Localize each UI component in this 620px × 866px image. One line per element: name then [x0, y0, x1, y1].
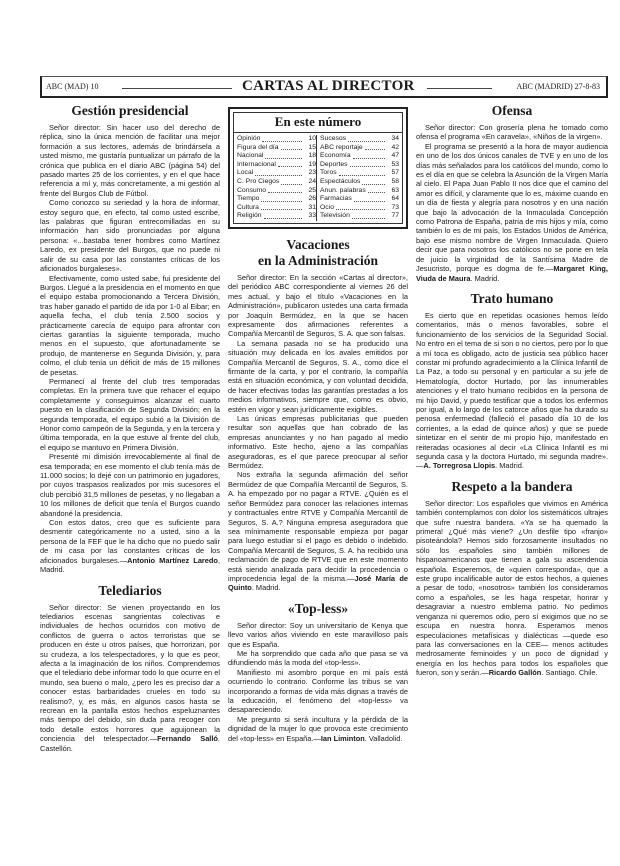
header-date: ABC (MADRID) 27-8-83 [516, 82, 600, 91]
leader-dots [353, 152, 385, 159]
contents-entry [237, 195, 316, 204]
contents-entry [237, 135, 316, 144]
contents-entry [320, 212, 399, 221]
contents-label: Consumo [237, 186, 267, 194]
article-body: Señor director: Los españoles que vivimos en América también contemplamos con dolor los sistemáticos ultrajes que sufre nuestra bandera. «Ya se ha quemado la primera! ¿Qué más viene? ¿Un desfile tipo «franjo» pisoteándola? Hemos sido forzosamente insultados no sólo los españoles sino también millones de hispanoamericanos que tienen a gala su ascendencia española. Esperemos, de «quien corresponda», que a este grupo incalificable autor de estos hechos, a quienes a pesar de todo, «nosotros» también los consideramos como a españoles, se les haga respetar, honrar y desagraviar a nuestro emblema patrio. No pedimos venganza ni queremos odio, pero sí exigimos que no se escupa en nuestra honra. Esperamos menos especulaciones metafísicas y dialécticas —quede eso para las conversaciones en la CEE— menos actitudes medrosamente feminoides y un poco de dignidad y energía en los hechos para todos los españoles que fueron, son y serán.—Ricardo Gallón. Santiago. Chile. [416, 498, 608, 678]
paragraph: Señor director: Se vienen proyectando en los telediarios escenas sangrientas colectivas e individuales de hechos ocurridos con motivo de conflictos de guerra o actos terroristas que se producen en éste u otros países, que horrorizan, por su crudeza, a los telespectadores, y lo que es peor, afecta a la imaginación de los niños. Comprendemos que el telediario debe informar todo lo que ocurre en el mundo, sea bueno o malo, ¿pero les es preciso dar a conocer estas barbaridades crueles en todo su realismo?, y, es más, en algunos casos hasta se recrean en la pantalla estos hechos espeluznantes más tiempo del debido, sin duda para recoger con todo detalle estos horrores que aguijonean la conciencia del telespectador. [40, 602, 220, 744]
article-title: Trato humano [470, 290, 554, 306]
article-title-line: en la Administración [257, 252, 378, 268]
contents-page: 24 [308, 177, 316, 185]
contents-entry [320, 135, 399, 144]
paragraph: Nos extraña la segunda afirmación del señor Bermúdez de que Compañía Mercantil de Seguros, S. A. ha empezado por no pagar a RTVE. ¿Quién es el señor Bermúdez para conocer las relaciones internas y contractuales entre RTVE y Compañía Mercantil de Seguros, S. A.? Ninguna empresa aseguradora que sea mínimamente responsable empieza por pagar para luego estudiar si el pago es debido o indebido. Compañía Mercantil de Seguros, S. A. ha recibido una reclamación de pago de RTVE que en este momento está siendo analizada para decidir la procedencia o improcedencia legal de la misma. [228, 470, 408, 583]
contents-entry [237, 204, 316, 213]
leader-dots [352, 212, 385, 219]
signature-place: Castellón. [40, 743, 73, 753]
contents-page: 23 [308, 169, 316, 177]
contents-entry [320, 187, 399, 196]
contents-box [228, 107, 408, 229]
contents-page: 26 [308, 195, 316, 203]
contents-page: 33 [308, 212, 316, 220]
article-title: Telediarios [98, 582, 162, 598]
header-rule-left [122, 88, 232, 89]
contents-label: Religión [237, 212, 262, 220]
signature-place: Valladolid. [368, 733, 403, 743]
contents-entry [320, 195, 399, 204]
header-rule-right [427, 88, 492, 89]
contents-label: Figura del día [237, 143, 279, 151]
paragraph: Como conozco su seriedad y la hora de informar, estoy seguro que, en efecto, tal como usted escribe, las palabras que figuran entrecomilladas en su información han sido pronunciadas por alguna persona: «...bastaba tener hombres como Martínez Laredo, ex presidente del Burgos, que no puede ni salir de su casa por las constantes críticas de los aficionados burgaleses». [40, 198, 220, 274]
leader-dots [268, 187, 302, 194]
leader-dots [362, 178, 385, 185]
article-title [228, 237, 408, 269]
leader-dots [265, 152, 302, 159]
paragraph: Señor director: Los españoles que vivimos en América también contemplamos con dolor los sistemáticos ultrajes que sufre nuestra bandera. «Ya se ha quemado la primera! ¿Qué más viene? ¿Un desfile tipo «franjo» pisoteándola? Hemos sido forzosamente insultados no sólo los españoles sino también millones de hispanoamericanos que tienen a gala su ascendencia española. Esperemos, de «quien corresponda», que a este grupo incalificable autor de estos hechos, a quienes a pesar de todo, «nosotros» también los consideramos como a españoles, se les haga respetar, honrar y desagraviar a nuestro emblema patrio. No pedimos venganza ni queremos odio, pero sí exigimos que no se escupa en nuestra honra. Esperamos menos especulaciones metafísicas y dialécticas —quede eso para las conversaciones en la CEE— menos actitudes medrosamente feminoides y un poco de dignidad y energía en los hechos para todos los españoles que fueron, son y serán. [416, 498, 608, 678]
column-3 [416, 103, 608, 686]
contents-page: 47 [391, 152, 399, 160]
signature: Fernando Salló [157, 734, 218, 744]
article-body: Señor director: En la sección «Cartas al director», del periódico ABC correspondiente al viernes 26 del mes actual, y bajo el título «Vacaciones en la Administración», publicaron ustedes una carta firmada por Joaquín Bermúdez, en la que se hacen expresamente dos afirmaciones referentes a Compañía Mercantil de Seguros, S. A. que son falsas. La semana pasada no se ha producido una situación muy delicada en los avales emitidos por Compañía Mercantil de Seguros, S. A., como dice el firmante de la carta, y por el contrario, la compañía está en situación económica, y con voluntad decidida, de hacer efectivas todas las garantías prestadas a los medios informativos, siempre que, como es obvio, estén en vigor y sean jurídicamente exigibles. Las únicas empresas publicitarias que pueden resultar son aquellas que han cobrado de las empresas anunciantes y no han pagado al medio informativo. Este hecho, ajeno a las compañías aseguradoras, es el que parece preocupar al señor Bermúdez. Nos extraña la segunda afirmación del señor Bermúdez de que Compañía Mercantil de Seguros, S. A. ha empezado por no pagar a RTVE. ¿Quién es el señor Bermúdez para conocer las relaciones internas y contractuales entre RTVE y Compañía Mercantil de Seguros, S. A.? Ninguna empresa aseguradora que sea mínimamente responsable empieza por pagar para luego estudiar si el pago es debido o indebido. Compañía Mercantil de Seguros, S. A. ha recibido una reclamación de pago de RTVE que en este momento está siendo analizada para decidir la procedencia o improcedencia legal de la misma.—José María de Quinto. Madrid. [228, 272, 408, 593]
paragraph: Me pregunto si será incultura y la pérdida de la dignidad de la mujer lo que provoca este crecimiento del «top-less» en España. [228, 714, 408, 743]
article-gestion-presidencial [40, 103, 220, 575]
paragraph: Señor director: En la sección «Cartas al director», del periódico ABC correspondiente al viernes 26 del mes actual, y bajo el título «Vacaciones en la Administración», publicaron ustedes una carta firmada por Joaquín Bermúdez, en la que se hacen expresamente dos afirmaciones referentes a Compañía Mercantil de Seguros, S. A. que son falsas. [228, 272, 408, 339]
contents-page: 10 [308, 135, 316, 142]
contents-entry [320, 152, 399, 161]
article-body: Señor director: Con grosería plena he tomado como ofensa el programa «En caravela», «Niños de la virgen». El programa se presentó a la hora de mayor audiencia en uno de los dos únicos canales de TVE y en uno de los días más señalados para los católicos del mundo, como lo es el día en que se celebra la Asunción de la Virgen María al cielo. El Papa Juan Pablo II nos dice que el camino del amor es difícil, y claramente que lo es, máxime cuando en un día de fiesta y alegría para nosotros y en una nación que bajo la advocación de la Inmaculada Concepción como Patrona de España, patria de mis hijos y mía, como también lo es de mi país, los Estados Unidos de América, bajo ese mismo nombre de Virgen Inmaculada. Quiero decir que para nosotros los católicos no se pone en tela de juicio la virginidad de la Santísima Madre de Jesucristo, porque es dogma de fe.—Margaret King, Viuda de Maura. Madrid. [416, 123, 608, 283]
contents-page: 31 [308, 203, 316, 211]
signature: A. Torregrosa Llopis [423, 461, 496, 471]
article-vacaciones [228, 237, 408, 593]
paragraph: Señor director: Sin hacer uso del derecho de réplica, sino la única mención de facilitar una mejor formación a sus lectores, además de brindársela a usted mismo, me gustaría puntualizar un párrafo de la crónica que publica en el diario ABC (página 54) del pasado martes 25 de los corrientes, y en el que hace referencia a mí y, más concretamente, a mi gestión al frente del Burgos Club de Fútbol. [40, 123, 220, 198]
contents-label: Toros [320, 169, 337, 177]
leader-dots [350, 161, 385, 168]
signature: Margaret King, Viuda de Maura [416, 264, 608, 283]
article-title: «Top-less» [287, 600, 349, 616]
contents-label: ABC reportaje [320, 143, 363, 151]
paragraph: El programa se presentó a la hora de mayor audiencia en uno de los dos únicos canales de TVE y en uno de los días más señalados para los católicos del mundo, como lo es el día en que se celebra la Asunción de la Virgen María al cielo. El Papa Juan Pablo II nos dice que el camino del amor es difícil, y claramente que lo es, máxime cuando en un día de fiesta y alegría para nosotros y en una nación que bajo la advocación de la Inmaculada Concepción como Patrona de España, patria de mis hijos y mía, como también lo es de mi país, los Estados Unidos de América, bajo ese mismo nombre de Virgen Inmaculada. Quiero decir que para nosotros los católicos no se pone en tela de juicio la virginidad de la Santísima Madre de Jesucristo, porque es dogma de fe. [416, 141, 608, 274]
article-title: Gestión presidencial [71, 103, 189, 118]
contents-page: 63 [391, 186, 399, 194]
contents-column-right [316, 135, 399, 221]
paragraph: Me ha sorprendido que cada año que pasa se va difundiendo más la moda del «top-less». [228, 648, 408, 668]
column-2 [228, 107, 408, 751]
paragraph: Manifiesto mi asombro porque en mi país está ocurriendo lo contrario. Conforme las tribus se van incorporando a formas de vida más dignas a través de la educación, el fenómeno del «top-less» va desapareciendo. [228, 667, 408, 715]
leader-dots [281, 144, 302, 151]
leader-dots [365, 144, 385, 151]
article-telediarios [40, 583, 220, 754]
leader-dots [255, 169, 302, 176]
contents-page: 58 [391, 177, 399, 185]
paragraph: Las únicas empresas publicitarias que pueden resultar son aquellas que han cobrado de las empresas anunciantes y no han pagado al medio informativo. Este hecho, ajeno a las compañías aseguradoras, es el que parece preocupar al señor Bermúdez. [228, 414, 408, 471]
signature: Ricardo Gallón [488, 668, 542, 678]
contents-label: Opinión [237, 135, 261, 142]
article-body: Es cierto que en repetidas ocasiones hemos leído comentarios, más o menos favorables, sobre el funcionamiento de los servicios de la Seguridad Social. No entro en el tema de si son o no ciertos, pero por lo que a mí toca es obligado, acto de justicia sea público hacer constar mi profundo agradecimiento a la Clínica Infantil de La Paz, a todo su personal y en particular a su jefe de Hematología, doctor Hurtado, por las innumerables atenciones y el trato humano recibidos en la persona de mi hijo David, y puedo testificar que a todos los enfermos por igual, a lo largo de los catorce años que ha durado su penosa enfermedad (falleció el pasado día 10 de los corrientes, a la edad de quince años) y que se puede sintetizar en el sentir de mi propio hijo, manifestado en reiteradas ocasiones al decir «La Clínica Infantil es mi segunda casa y la doctora Hurtado, mi segunda madre».—A. Torregrosa Llopis. Madrid. [416, 310, 608, 471]
contents-label: Cultura [237, 203, 259, 211]
contents-entry [237, 144, 316, 153]
article-ofensa [416, 103, 608, 283]
contents-label: Nacional [237, 152, 264, 160]
contents-entry [237, 178, 316, 187]
signature-place: Madrid. [474, 273, 500, 283]
contents-page: 15 [308, 143, 316, 151]
contents-page: 42 [391, 143, 399, 151]
paragraph: Es cierto que en repetidas ocasiones hemos leído comentarios, más o menos favorables, sobre el funcionamiento de los servicios de la Seguridad Social. No entro en el tema de si son o no ciertos, pero por lo que a mí toca es obligado, acto de justicia sea público hacer constar mi profundo agradecimiento a la Clínica Infantil de La Paz, a todo su personal y en particular a su jefe de Hematología, doctor Hurtado, por las innumerables atenciones y el trato humano recibidos en la persona de mi hijo David, y puedo testificar que a todos los enfermos por igual, a lo largo de los catorce años que ha durado su penosa enfermedad (falleció el pasado día 10 de los corrientes, a la edad de quince años) y que se puede sintetizar en el sentir de mi propio hijo, manifestado en reiteradas ocasiones al decir «La Clínica Infantil es mi segunda casa y la doctora Hurtado, mi segunda madre». [416, 310, 608, 461]
article-title: Ofensa [491, 103, 533, 118]
column-1 [40, 103, 220, 761]
contents-page: 73 [391, 203, 399, 211]
signature-place: Madrid. [40, 565, 65, 575]
leader-dots [262, 135, 302, 142]
leader-dots [336, 204, 385, 211]
leader-dots [368, 187, 385, 194]
leader-dots [278, 161, 302, 168]
section-title: CARTAS AL DIRECTOR [242, 78, 415, 94]
contents-entry [237, 169, 316, 178]
article-body: Señor director: Soy un universitario de Kenya que llevo varios años viviendo en este maravilloso país que es España. Me ha sorprendido que cada año que pasa se va difundiendo más la moda del «top-less». Manifiesto mi asombro porque en mi país está ocurriendo lo contrario. Conforme las tribus se van incorporando a formas de vida más dignas a través de la educación, el fenómeno del «top-less» va desapareciendo. Me pregunto si será incultura y la pérdida de la dignidad de la mujer lo que provoca este crecimiento del «top-less» en España.—Ian Liminton. Valladolid. [228, 620, 408, 743]
contents-entry [320, 204, 399, 213]
signature: José María de Quinto [228, 573, 408, 593]
contents-entry [237, 152, 316, 161]
contents-page: 57 [391, 169, 399, 177]
article-body: Señor director: Se vienen proyectando en los telediarios escenas sangrientas colectivas e individuales de hechos ocurridos con motivo de conflictos de guerra o actos terroristas que se producen en éste u otros países, que horrorizan, por su crudeza, a los telespectadores, y lo que es peor, afecta a la imaginación de los niños. Comprendemos que el telediario debe informar todo lo que ocurre en el mundo, sea bueno o malo, ¿pero les es preciso dar a conocer estas barbaridades crueles en todo su realismo?, y, es más, en algunos casos hasta se recrean en la pantalla estos hechos espeluznantes más tiempo del debido, sin duda para recoger con todo detalle estos horrores que aguijonean la conciencia del telespectador.—Fernando Salló. Castellón. [40, 602, 220, 753]
contents-page: 19 [308, 160, 316, 168]
contents-column-left [237, 135, 316, 221]
paragraph: Con estos datos, creo que es suficiente para desmentir categóricamente no a usted, sino a la persona de la FEF que le ha dicho que no puedo salir de mi casa por las constantes críticas de los aficionados burgaleses. [40, 518, 220, 565]
contents-title: En este número [234, 113, 402, 133]
contents-label: Local [237, 169, 254, 177]
header-page-ref: ABC (MAD) 10 [46, 82, 99, 91]
contents-page: 77 [391, 212, 399, 220]
contents-label: Televisión [320, 212, 350, 220]
article-title: Respeto a la bandera [451, 478, 573, 494]
paragraph: Permanecí al frente del club tres temporadas completas. En la primera tuve que rehacer el equipo completamente y conseguimos alcanzar el cuarto puesto en la clasificación de Segunda División; en la segunda temporada, el equipo subió a la División de Honor como campeón de la Segunda, y en la tercera y última temporada, en la que estuve al frente del club, el equipo se mantuvo en Primera División. [40, 376, 220, 452]
article-top-less [228, 601, 408, 743]
paragraph: Efectivamente, como usted sabe, fui presidente del Burgos. Llegué a la presidencia en el momento en que el equipo estaba promocionando a Tercera División, tras haber ganado el partido de ida por 1-0 al Eibar; en aquella fecha, el club tenía 2.500 socios y prácticamente carecía de equipo para afrontar con ciertas garantías la siguiente temporada, mucho menos en el supuesto, que afortunadamente se produjo, de mantenerse en Segunda División, y, para colmo, el club tenía un déficit de más de 15 millones de pesetas. [40, 273, 220, 377]
paragraph: Presenté mi dimisión irrevocablemente al final de esa temporada; en ese momento el club tenía más de 11.000 socios; lo dejé con un patrimonio en jugadores, por cuyos traspasos realizados por mis sucesores el club percibió 31,5 millones de pesetas, y no llegaban a 10 los millones de deficit que tenía el Burgos cuando abandoné la presidencia. [40, 452, 220, 518]
contents-label: Internacional [237, 160, 276, 168]
article-trato-humano [416, 291, 608, 471]
leader-dots [264, 212, 302, 219]
article-body: Señor director: Sin hacer uso del derecho de réplica, sino la única mención de facilitar una mejor formación a sus lectores, además de brindársela a usted mismo, me gustaría puntualizar un párrafo de la crónica que publica en el diario ABC (página 54) del pasado martes 25 de los corrientes, y en el que hace referencia a mí y, más concretamente, a mi gestión al frente del Burgos Club de Fútbol. Como conozco su seriedad y la hora de informar, estoy seguro que, en efecto, tal como usted escribe, las palabras que figuran entrecomilladas en su información han sido pronunciadas por alguna persona: «...bastaba tener hombres como Martínez Laredo, ex presidente del Burgos, que no puede ni salir de su casa por las constantes críticas de los aficionados burgaleses». Efectivamente, como usted sabe, fui presidente del Burgos. Llegué a la presidencia en el momento en que el equipo estaba promocionando a Tercera División, tras haber ganado el partido de ida por 1-0 al Eibar; en aquella fecha, el club tenía 2.500 socios y prácticamente carecía de equipo para afrontar con ciertas garantías la siguiente temporada, mucho menos en el supuesto, que afortunadamente se produjo, de mantenerse en Segunda División, y, para colmo, el club tenía un déficit de más de 15 millones de pesetas. Permanecí al frente del club tres temporadas completas. En la primera tuve que rehacer el equipo completamente y conseguimos alcanzar el cuarto puesto en la clasificación de Segunda División; en la segunda temporada, el equipo subió a la División de Honor como campeón de la Segunda, y en la tercera y última temporada, en la que estuve al frente del club, el equipo se mantuvo en Primera División. Presenté mi dimisión irrevocablemente al final de esa temporada; en ese momento el club tenía más de 11.000 socios; lo dejé con un patrimonio en jugadores, por cuyos traspasos realizados por mis sucesores el club percibió 31,5 millones de pesetas, y no llegaban a 10 los millones de deficit que tenía el Burgos cuando abandoné la presidencia. Con estos datos, creo que es suficiente para desmentir categóricamente no a usted, sino a la persona de la FEF que le ha dicho que no puedo salir de mi casa por las constantes críticas de los aficionados burgaleses.—Antonio Martínez Laredo, Madrid. [40, 123, 221, 575]
article-title-line: Vacaciones [286, 236, 350, 252]
signature-place: Madrid. [255, 583, 281, 593]
signature: Antonio Martínez Laredo [127, 555, 218, 565]
signature: Ian Liminton [320, 733, 365, 743]
signature-place: Madrid. [499, 461, 524, 471]
section-header [40, 76, 608, 98]
contents-label: Espectáculos [320, 177, 361, 185]
leader-dots [348, 135, 385, 142]
contents-page: 34 [391, 135, 399, 142]
contents-entry [237, 187, 316, 196]
contents-label: Sucesos [320, 135, 347, 142]
contents-entry [237, 161, 316, 170]
paragraph: Señor director: Con grosería plena he tomado como ofensa el programa «En caravela», «Niños de la virgen». [416, 123, 608, 142]
contents-entry [237, 212, 316, 221]
contents-label: Deportes [320, 160, 348, 168]
paragraph: La semana pasada no se ha producido una situación muy delicada en los avales emitidos por Compañía Mercantil de Seguros, S. A., como dice el firmante de la carta, y por el contrario, la compañía está en situación económica, y con voluntad decidida, de hacer efectivas todas las garantías prestadas a los medios informativos, siempre que, como es obvio, estén en vigor y sean jurídicamente exigibles. [228, 338, 408, 414]
leader-dots [261, 195, 302, 202]
leader-dots [261, 204, 302, 211]
contents-label: Farmacias [320, 195, 352, 203]
leader-dots [354, 195, 385, 202]
contents-entry [320, 161, 399, 170]
signature-place: Santiago. Chile. [545, 668, 598, 678]
contents-page: 53 [391, 160, 399, 168]
contents-label: Anun. palabras [320, 186, 366, 194]
contents-entry [320, 178, 399, 187]
contents-label: Ocio [320, 203, 334, 211]
contents-label: Tiempo [237, 195, 260, 203]
paragraph: Señor director: Soy un universitario de Kenya que llevo varios años viviendo en este maravilloso país que es España. [228, 620, 408, 649]
leader-dots [281, 178, 302, 185]
contents-page: 64 [391, 195, 399, 203]
article-respeto-bandera [416, 479, 608, 678]
contents-entry [320, 144, 399, 153]
contents-label: Economía [320, 152, 351, 160]
contents-page: 18 [308, 152, 316, 160]
contents-label: C. Pro Ciegos [237, 177, 280, 185]
contents-page: 25 [308, 186, 316, 194]
contents-entry [320, 169, 399, 178]
leader-dots [339, 169, 385, 176]
